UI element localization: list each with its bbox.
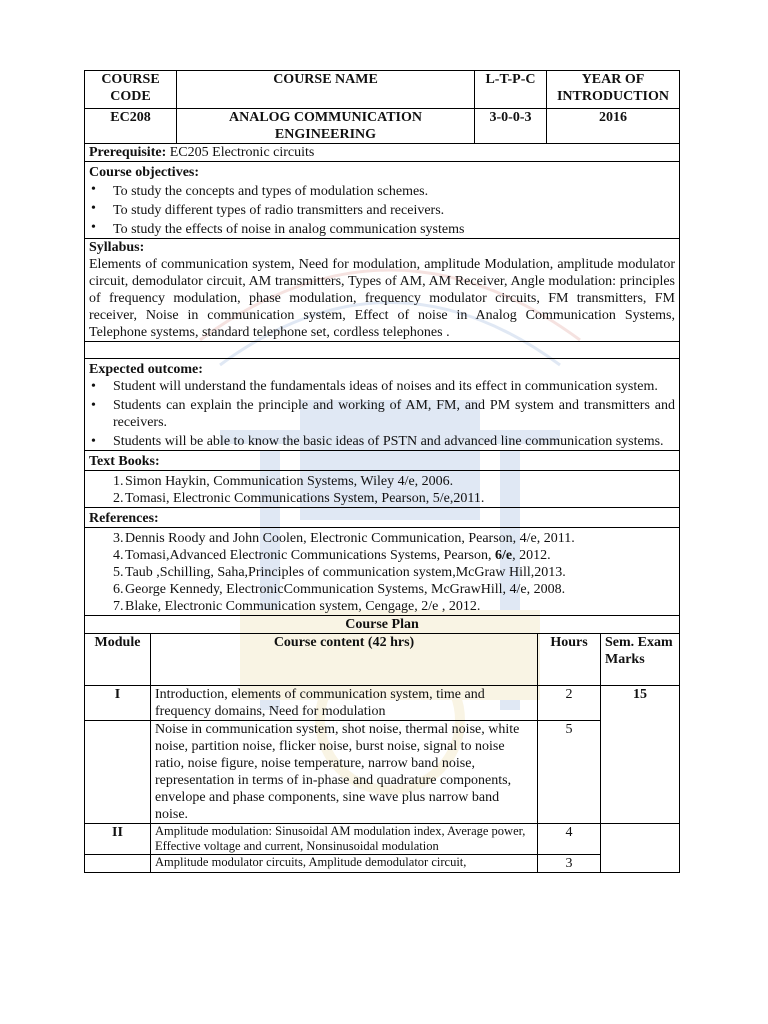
references-label: References:: [89, 511, 159, 526]
hours-cell: 2: [538, 686, 601, 721]
references-list-cell: [85, 527, 679, 615]
text-book-item: 2. Tomasi, Electronic Communications System, Pearson, 5/e,2011.: [113, 491, 485, 506]
prerequisite-value: EC205 Electronic circuits: [166, 145, 315, 160]
hours-header: Hours: [538, 634, 601, 686]
module-cell: [85, 721, 151, 824]
course-table: [84, 70, 680, 616]
module-cell: II: [85, 824, 151, 855]
reference-item: 6. George Kennedy, ElectronicCommunication Systems, McGrawHill, 4/e, 2008.: [113, 582, 566, 597]
text-books: [85, 451, 680, 508]
objectives-label: Course objectives:: [89, 165, 200, 180]
reference-item: 3. Dennis Roody and John Coolen, Electronic Communication, Pearson, 4/e, 2011.: [113, 531, 575, 546]
prerequisite-label: Prerequisite:: [89, 145, 167, 160]
syllabus-text: Elements of communication system, Need for modulation, amplitude Modulation, amplitude modulator circuit, demodulator circuit, AM transmitters, Types of AM, AM Receiver, Angle modulation: principles of frequency modulation, phase modulation, frequency modulator circuits, FM transmitters, FM receiver, Noise in communication system, Effect of noise in Analog Communication Systems, Telephone systems, standard telephone set, cordless telephones .: [89, 257, 675, 340]
course-plan-title: Course Plan: [85, 616, 680, 634]
hours-cell: 3: [538, 855, 601, 873]
module-header: Module: [85, 634, 151, 686]
content-cell: Introduction, elements of communication system, time and frequency domains, Need for modulation: [151, 686, 538, 721]
ltpc-value: 3-0-0-3: [475, 109, 547, 144]
text-book-item: 1. Simon Haykin, Communication Systems, Wiley 4/e, 2006.: [113, 474, 454, 489]
text-books-list: [89, 471, 675, 507]
marks-cell: [601, 824, 680, 873]
hours-cell: 4: [538, 824, 601, 855]
content-cell: Amplitude modulator circuits, Amplitude demodulator circuit,: [151, 855, 538, 873]
year-header: YEAR OF INTRODUCTION: [547, 71, 680, 109]
reference-item: 7. Blake, Electronic Communication system, Cengage, 2/e , 2012.: [113, 599, 481, 614]
syllabus-label: Syllabus:: [89, 240, 145, 255]
outcome-list: [89, 378, 675, 450]
text-books-list-cell: [85, 470, 679, 507]
course-code-header: COURSE CODE: [85, 71, 177, 109]
course-name-value: ANALOG COMMUNICATION ENGINEERING: [177, 109, 475, 144]
syllabus-sheet: [84, 70, 679, 873]
text-books-label: Text Books:: [89, 454, 160, 469]
objectives-list: [89, 181, 675, 238]
hours-cell: 5: [538, 721, 601, 824]
references: [85, 508, 680, 616]
marks-cell: 15: [601, 686, 680, 824]
reference-item: 4. Tomasi,Advanced Electronic Communications Systems, Pearson, 6/e, 2012.: [113, 548, 551, 563]
outcome-label: Expected outcome:: [89, 362, 203, 377]
course-plan-table: [84, 615, 680, 873]
blank-row: [85, 342, 680, 359]
module-cell: I: [85, 686, 151, 721]
syllabus: [85, 239, 680, 342]
course-name-header: COURSE NAME: [177, 71, 475, 109]
prerequisite: [85, 144, 680, 162]
outcome-item: • Student will understand the fundamentals ideas of noises and its effect in communication system.: [89, 378, 675, 397]
year-value: 2016: [547, 109, 680, 144]
course-objectives: [85, 162, 680, 239]
objective-item: • To study different types of radio transmitters and receivers.: [89, 200, 675, 219]
content-cell: Noise in communication system, shot noise, thermal noise, white noise, partition noise, flicker noise, burst noise, signal to noise ratio, noise figure, noise temperature, narrow band noise, representation in terms of in-phase and quadrature components, envelope and phase components, sine wave plus narrow band noise.: [151, 721, 538, 824]
content-header: Course content (42 hrs): [151, 634, 538, 686]
outcome-item: • Students will be able to know the basic ideas of PSTN and advanced line communication systems.: [89, 433, 675, 450]
outcome-item: • Students can explain the principle and working of AM, FM, and PM system and transmitters and receivers.: [89, 397, 675, 433]
objective-item: • To study the effects of noise in analog communication systems: [89, 219, 675, 238]
objective-item: • To study the concepts and types of modulation schemes.: [89, 181, 675, 200]
course-code-value: EC208: [85, 109, 177, 144]
reference-item: 5. Taub ,Schilling, Saha,Principles of communication system,McGraw Hill,2013.: [113, 565, 566, 580]
content-cell: Amplitude modulation: Sinusoidal AM modulation index, Average power, Effective voltage and current, Nonsinusoidal modulation: [151, 824, 538, 855]
expected-outcome: [85, 359, 680, 451]
module-cell: [85, 855, 151, 873]
marks-header: Sem. Exam Marks: [601, 634, 680, 686]
references-list: [89, 528, 675, 615]
ltpc-header: L-T-P-C: [475, 71, 547, 109]
